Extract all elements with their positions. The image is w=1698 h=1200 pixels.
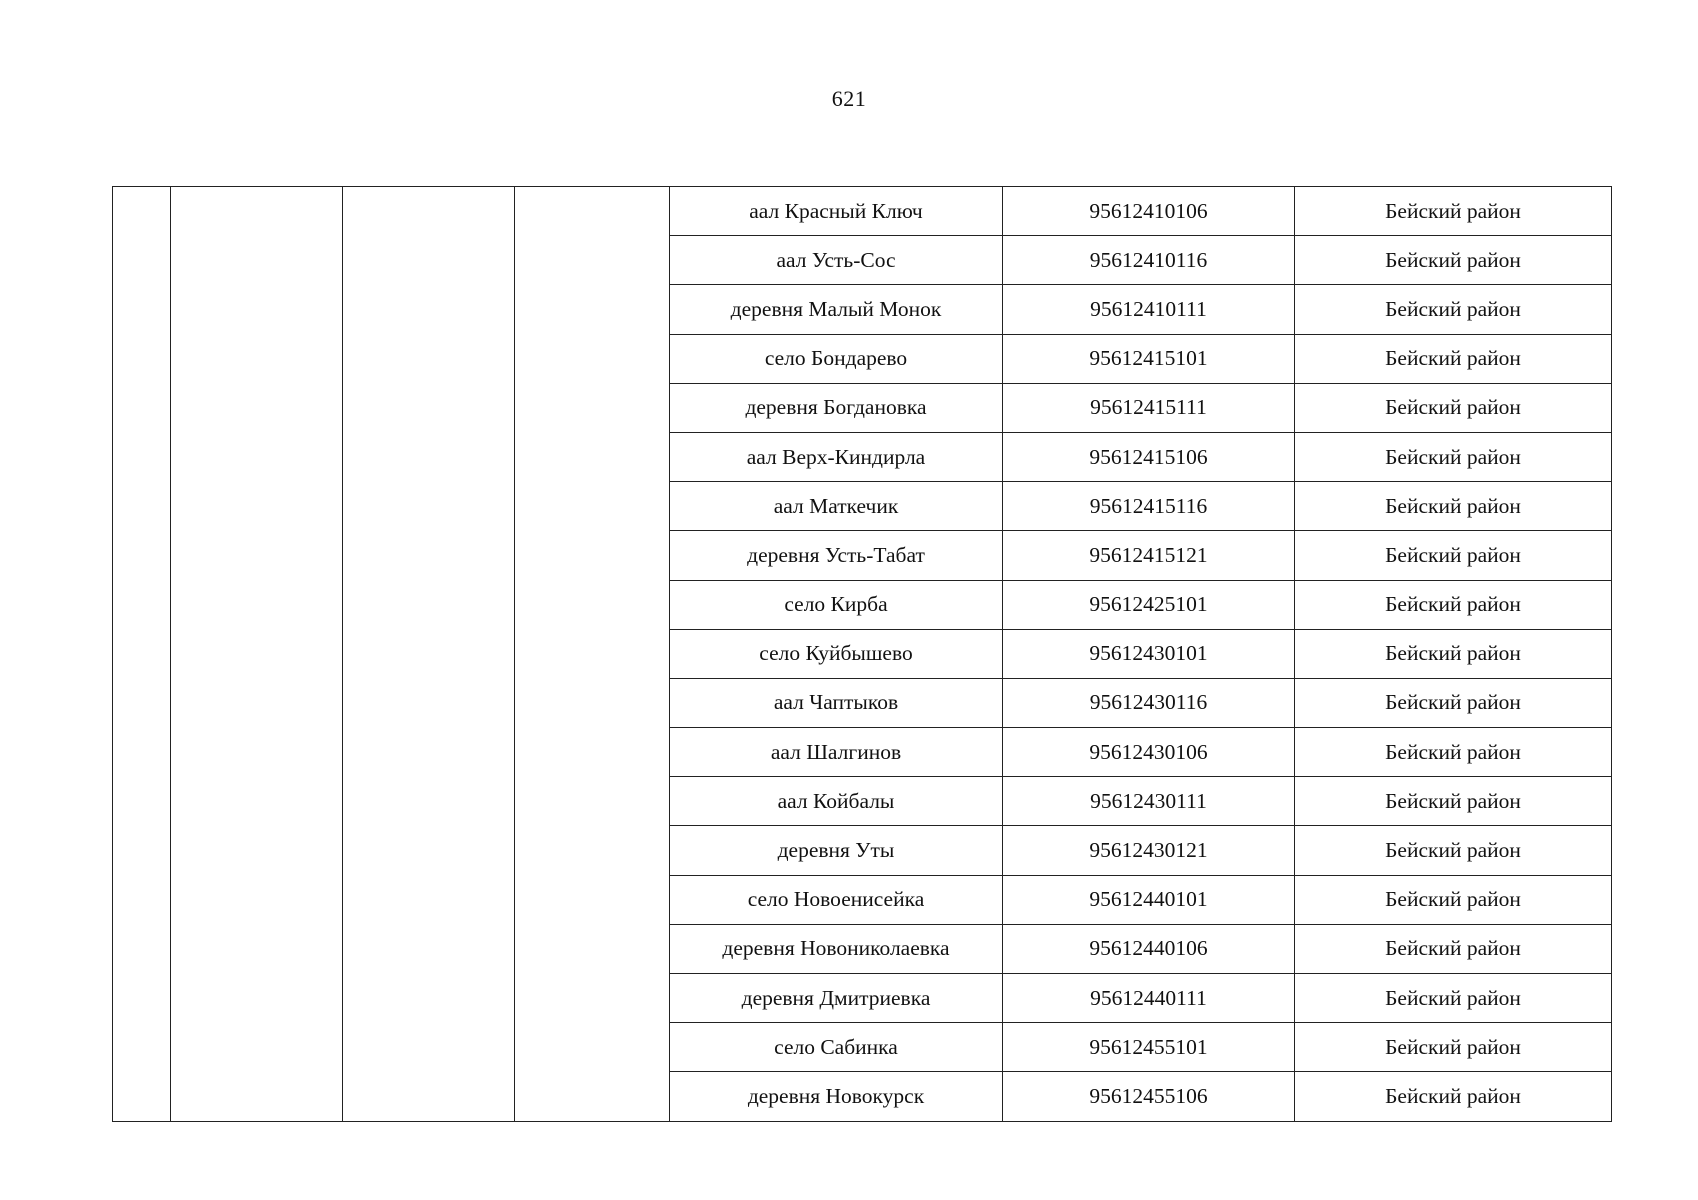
settlement-name-cell: деревня Малый Монок [670, 285, 1003, 334]
table-row [113, 187, 1612, 236]
oktmo-code-cell: 95612430111 [1003, 777, 1295, 826]
settlement-name-cell: деревня Усть-Табат [670, 531, 1003, 580]
oktmo-code-cell: 95612455106 [1003, 1072, 1295, 1121]
page-number: 621 [831, 86, 867, 111]
settlement-name-cell: аал Красный Ключ [670, 187, 1003, 236]
district-cell: Бейский район [1295, 875, 1612, 924]
oktmo-code-cell: 95612455101 [1003, 1023, 1295, 1072]
settlement-name-cell: аал Чаптыков [670, 678, 1003, 727]
settlement-name-cell: деревня Дмитриевка [670, 974, 1003, 1023]
settlement-name-cell: село Куйбышево [670, 629, 1003, 678]
district-cell: Бейский район [1295, 580, 1612, 629]
district-cell: Бейский район [1295, 531, 1612, 580]
district-cell: Бейский район [1295, 432, 1612, 481]
table-body [113, 187, 1612, 1122]
district-cell: Бейский район [1295, 236, 1612, 285]
district-cell: Бейский район [1295, 924, 1612, 973]
settlement-name-cell: аал Шалгинов [670, 728, 1003, 777]
oktmo-code-cell: 95612440106 [1003, 924, 1295, 973]
oktmo-code-cell: 95612415116 [1003, 482, 1295, 531]
oktmo-code-cell: 95612415101 [1003, 334, 1295, 383]
oktmo-code-cell: 95612415106 [1003, 432, 1295, 481]
district-cell: Бейский район [1295, 777, 1612, 826]
empty-cell [343, 187, 515, 1122]
district-cell: Бейский район [1295, 678, 1612, 727]
settlement-name-cell: деревня Новониколаевка [670, 924, 1003, 973]
settlement-name-cell: деревня Уты [670, 826, 1003, 875]
district-cell: Бейский район [1295, 728, 1612, 777]
settlement-name-cell: село Новоенисейка [670, 875, 1003, 924]
district-cell: Бейский район [1295, 285, 1612, 334]
empty-cell [113, 187, 171, 1122]
oktmo-code-cell: 95612430101 [1003, 629, 1295, 678]
oktmo-code-cell: 95612415121 [1003, 531, 1295, 580]
settlements-table [112, 186, 1612, 1122]
empty-cell [515, 187, 670, 1122]
district-cell: Бейский район [1295, 974, 1612, 1023]
settlement-name-cell: деревня Богдановка [670, 383, 1003, 432]
settlement-name-cell: село Кирба [670, 580, 1003, 629]
district-cell: Бейский район [1295, 629, 1612, 678]
settlement-name-cell: аал Верх-Киндирла [670, 432, 1003, 481]
settlement-name-cell: деревня Новокурск [670, 1072, 1003, 1121]
oktmo-code-cell: 95612410116 [1003, 236, 1295, 285]
oktmo-code-cell: 95612415111 [1003, 383, 1295, 432]
district-cell: Бейский район [1295, 187, 1612, 236]
oktmo-code-cell: 95612440101 [1003, 875, 1295, 924]
oktmo-code-cell: 95612430116 [1003, 678, 1295, 727]
oktmo-code-cell: 95612440111 [1003, 974, 1295, 1023]
oktmo-code-cell: 95612430106 [1003, 728, 1295, 777]
settlement-name-cell: аал Койбалы [670, 777, 1003, 826]
district-cell: Бейский район [1295, 1023, 1612, 1072]
district-cell: Бейский район [1295, 482, 1612, 531]
district-cell: Бейский район [1295, 1072, 1612, 1121]
settlement-name-cell: село Бондарево [670, 334, 1003, 383]
oktmo-code-cell: 95612410111 [1003, 285, 1295, 334]
district-cell: Бейский район [1295, 826, 1612, 875]
district-cell: Бейский район [1295, 334, 1612, 383]
settlement-name-cell: аал Маткечик [670, 482, 1003, 531]
district-cell: Бейский район [1295, 383, 1612, 432]
oktmo-code-cell: 95612430121 [1003, 826, 1295, 875]
oktmo-code-cell: 95612410106 [1003, 187, 1295, 236]
oktmo-code-cell: 95612425101 [1003, 580, 1295, 629]
empty-cell [171, 187, 343, 1122]
settlement-name-cell: аал Усть-Сос [670, 236, 1003, 285]
settlement-name-cell: село Сабинка [670, 1023, 1003, 1072]
